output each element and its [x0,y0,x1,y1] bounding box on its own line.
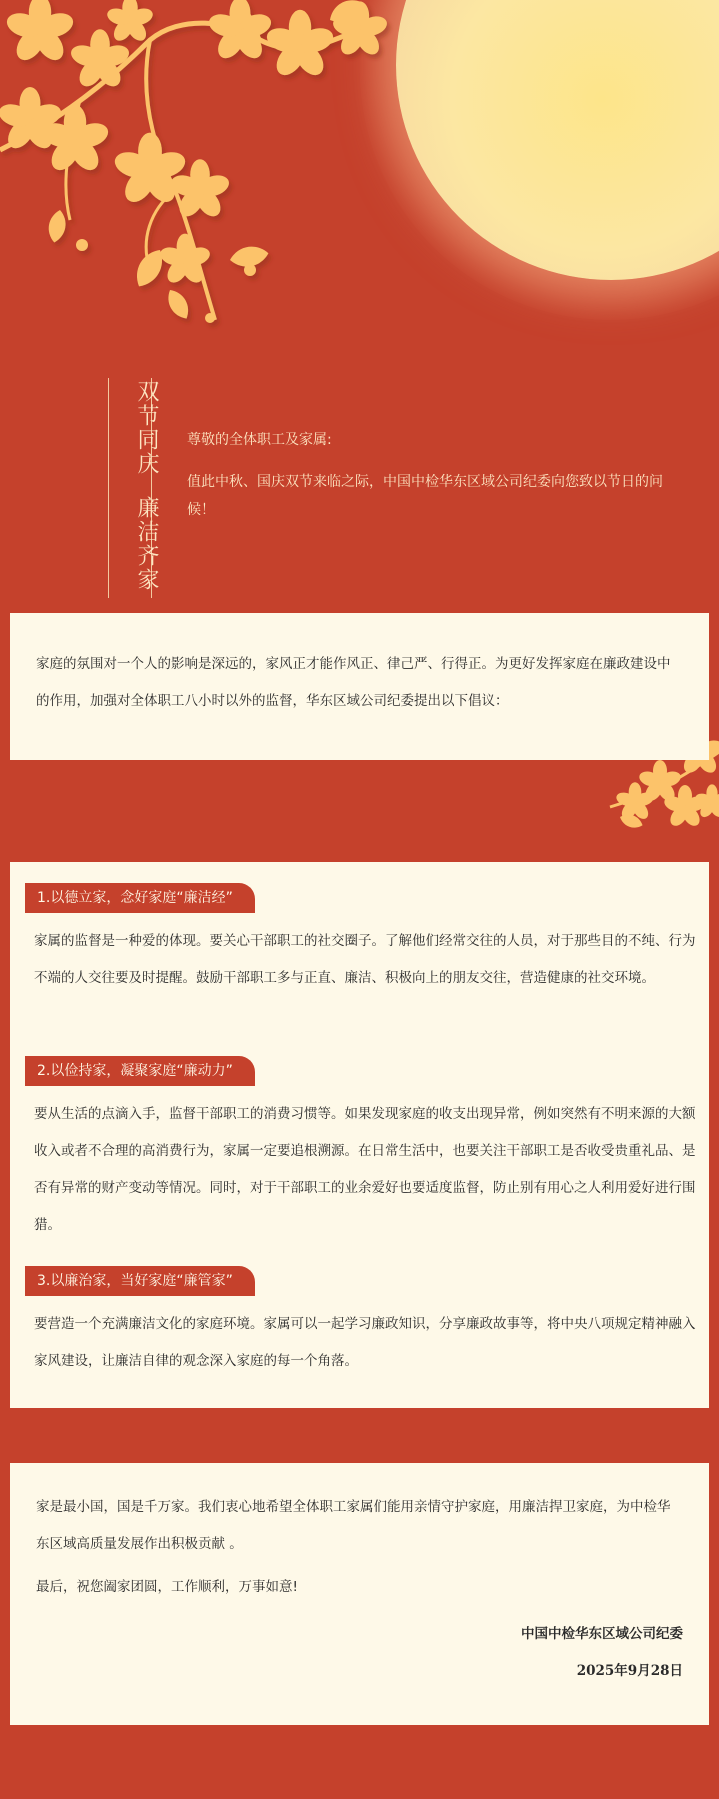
section-3-label: 3.以廉治家，当好家庭“廉管家” [25,1266,255,1296]
title-line-1: 双节同庆 [134,380,159,476]
section-2-text-wrap [34,1096,700,1244]
section-2-text: 要从生活的点滴入手，监督干部职工的消费习惯等。如果发现家庭的收支出现异常，例如突然有不明来源的大额收入或者不合理的高消费行为，家属一定要追根溯源。在日常生活中，也要关注干部职工是否收受贵重礼品、是否有异常的财产变动等情况。同时，对于干部职工的业余爱好也要适度监督，防止别有用心之人利用爱好进行围猎。 [34,1106,696,1233]
initiatives-card [10,862,709,1408]
section-3-text: 要营造一个充满廉洁文化的家庭环境。家属可以一起学习廉政知识，分享廉政故事等，将中央八项规定精神融入家风建设，让廉洁自律的观念深入家庭的每一个角落。 [34,1316,696,1369]
title-frame [108,378,159,598]
greeting-salutation: 尊敬的全体职工及家属: [187,432,332,448]
section-1-text-wrap [34,923,700,997]
closing-card [10,1463,709,1725]
section-1-text: 家属的监督是一种爱的体现。要关心干部职工的社交圈子。了解他们经常交往的人员，对于那些目的不纯、行为不端的人交往要及时提醒。鼓励干部职工多与正直、廉洁、积极向上的朋友交往，营造健康的社交环境。 [34,933,696,986]
closing-text: 家是最小国，国是千万家。我们衷心地希望全体职工家属们能用亲情守护家庭，用廉洁捍卫家庭，为中检华东区域高质量发展作出积极贡献 。 [36,1499,671,1552]
intro-card [10,613,709,760]
flower-branch-icon [0,0,440,340]
signature-org: 中国中检华东区域公司纪委 [521,1626,683,1642]
section-1-label: 1.以德立家，念好家庭“廉洁经” [25,883,255,913]
greeting [187,426,677,538]
section-3-text-wrap [34,1306,700,1380]
title-line-2: 廉洁齐家 [134,496,159,592]
intro-text: 家庭的氛围对一个人的影响是深远的，家风正才能作风正、律己严、行得正。为更好发挥家庭在廉政建设中的作用，加强对全体职工八小时以外的监督，华东区域公司纪委提出以下倡议： [36,656,671,709]
signature-date: 2025年9月28日 [576,1663,683,1679]
closing-wish: 最后，祝您阖家团圆，工作顺利，万事如意! [36,1579,298,1595]
section-2-label: 2.以俭持家，凝聚家庭“廉动力” [25,1056,255,1086]
greeting-message: 值此中秋、国庆双节来临之际，中国中检华东区域公司纪委向您致以节日的问候！ [187,474,663,518]
